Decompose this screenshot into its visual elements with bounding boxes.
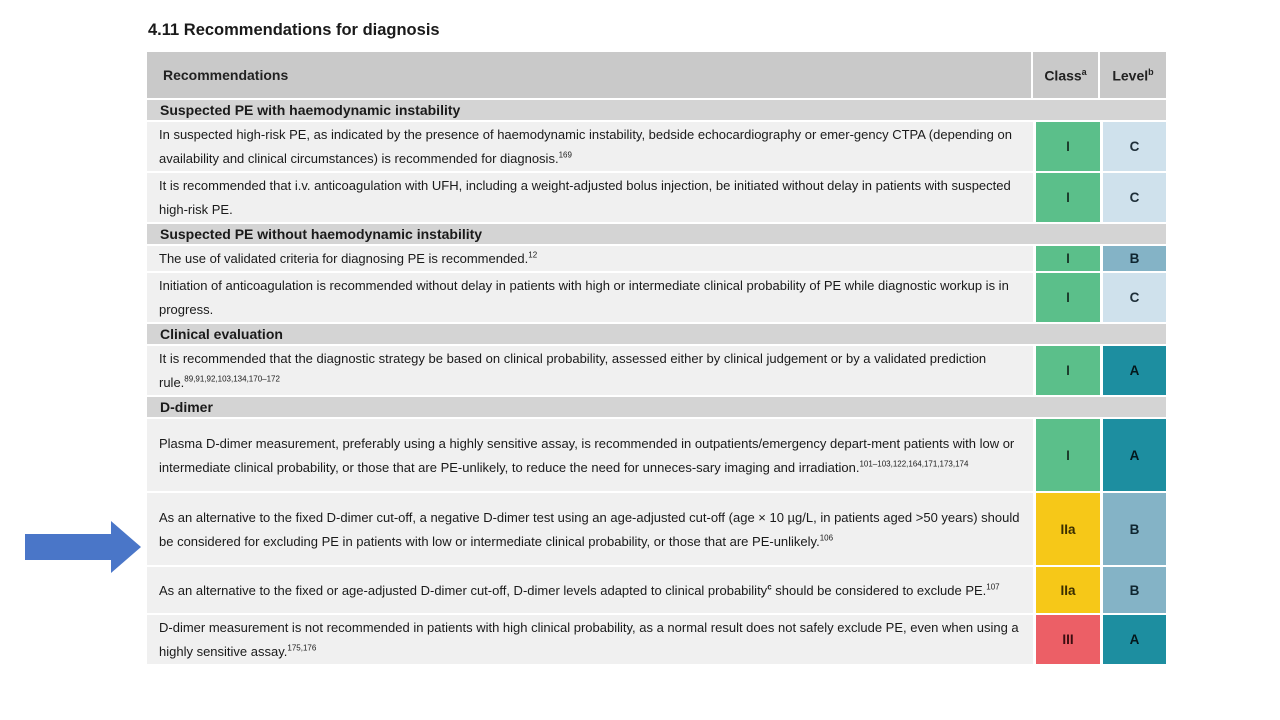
- reference-numbers: 107: [986, 582, 1000, 592]
- recommendation-body: D-dimer measurement is not recommended in patients with high clinical probability, as a normal result does not safely exclude PE, even when using a highly sensitive assay.: [159, 620, 1019, 659]
- header-level-label: Level: [1112, 67, 1149, 84]
- arrow-right-icon: [25, 521, 141, 573]
- recommendation-text: [147, 344, 1033, 395]
- header-class: [1033, 52, 1100, 98]
- level-badge: B: [1100, 244, 1166, 271]
- level-badge: C: [1100, 271, 1166, 322]
- level-badge: C: [1100, 120, 1166, 171]
- class-badge: I: [1033, 344, 1100, 395]
- section-header: [147, 395, 1166, 417]
- level-badge: B: [1100, 491, 1166, 565]
- table-header-row: [147, 52, 1166, 98]
- reference-numbers: 101–103,122,164,171,173,174: [859, 459, 969, 469]
- reference-numbers: 89,91,92,103,134,170–172: [184, 374, 280, 384]
- class-badge: I: [1033, 244, 1100, 271]
- section-header: [147, 322, 1166, 344]
- section-title: Suspected PE with haemodynamic instability: [147, 98, 1166, 120]
- level-badge: A: [1100, 417, 1166, 491]
- section-title: Clinical evaluation: [147, 322, 1166, 344]
- class-badge: I: [1033, 171, 1100, 222]
- table-row: [147, 120, 1166, 171]
- section-title: D-dimer: [147, 395, 1166, 417]
- recommendation-body-tail: should be considered to exclude PE.: [771, 582, 987, 598]
- level-badge: C: [1100, 171, 1166, 222]
- class-badge: III: [1033, 613, 1100, 664]
- recommendation-body: It is recommended that the diagnostic strategy be based on clinical probability, assessed either by clinical judgement or by a validated prediction rule.: [159, 351, 987, 390]
- recommendation-body: Initiation of anticoagulation is recommended without delay in patients with high or intermediate clinical probability of PE while diagnostic workup is in progress.: [159, 278, 1009, 317]
- header-recommendations: Recommendations: [147, 52, 1033, 98]
- recommendation-text: [147, 417, 1033, 491]
- table-row: [147, 244, 1166, 271]
- level-badge: B: [1100, 565, 1166, 613]
- table-row: [147, 271, 1166, 322]
- section-header: [147, 98, 1166, 120]
- level-badge: A: [1100, 344, 1166, 395]
- level-badge: A: [1100, 613, 1166, 664]
- reference-numbers: 106: [819, 533, 834, 543]
- recommendation-text: [147, 491, 1033, 565]
- table-row: [147, 344, 1166, 395]
- table-row: [147, 613, 1166, 664]
- recommendation-text: [147, 244, 1033, 271]
- recommendation-body: As an alternative to the fixed D-dimer cut-off, a negative D-dimer test using an age-adjusted cut-off (age × 10 µg/L, in patients aged >50 years) should be considered for excluding PE in patients with low or intermediate clinical probability, or those that are PE-unlikely.: [159, 509, 1020, 549]
- recommendation-body: As an alternative to the fixed or age-adjusted D-dimer cut-off, D-dimer levels adapted to clinical probability: [159, 582, 768, 598]
- recommendation-text: [147, 171, 1033, 222]
- table-row: [147, 171, 1166, 222]
- footnote-marker: c: [767, 582, 772, 592]
- class-badge: I: [1033, 120, 1100, 171]
- header-level-footnote: b: [1148, 66, 1154, 77]
- reference-numbers: 175,176: [287, 643, 317, 653]
- table-row: [147, 417, 1166, 491]
- header-class-label: Class: [1044, 67, 1082, 84]
- class-badge: IIa: [1033, 491, 1100, 565]
- class-badge: I: [1033, 417, 1100, 491]
- recommendation-text: [147, 565, 1033, 613]
- recommendation-body: It is recommended that i.v. anticoagulation with UFH, including a weight-adjusted bolus injection, be initiated without delay in patients with suspected high-risk PE.: [159, 178, 1011, 217]
- recommendation-text: [147, 613, 1033, 664]
- recommendation-body: Plasma D-dimer measurement, preferably using a highly sensitive assay, is recommended in outpatients/emergency depart-ment patients with low or intermediate clinical probability, or those that are PE-unlikely, to reduce the need for unneces-sary imaging and irradiation.: [159, 435, 1015, 475]
- header-class-footnote: a: [1081, 66, 1087, 77]
- recommendations-table: [147, 52, 1166, 664]
- table-row: [147, 491, 1166, 565]
- reference-numbers: 169: [558, 150, 572, 160]
- header-level: [1100, 52, 1166, 98]
- class-badge: I: [1033, 271, 1100, 322]
- recommendation-text: [147, 271, 1033, 322]
- recommendation-body: The use of validated criteria for diagnosing PE is recommended.: [159, 251, 529, 266]
- page-title: 4.11 Recommendations for diagnosis: [148, 21, 440, 39]
- recommendation-text: [147, 120, 1033, 171]
- recommendation-body: In suspected high-risk PE, as indicated by the presence of haemodynamic instability, bedside echocardiography or emer-gency CTPA (depending on availability and clinical circumstances) is recommended for diagnosis.: [159, 127, 1012, 166]
- section-title: Suspected PE without haemodynamic instability: [147, 222, 1166, 244]
- section-header: [147, 222, 1166, 244]
- class-badge: IIa: [1033, 565, 1100, 613]
- reference-numbers: 12: [528, 250, 538, 260]
- table-row: [147, 565, 1166, 613]
